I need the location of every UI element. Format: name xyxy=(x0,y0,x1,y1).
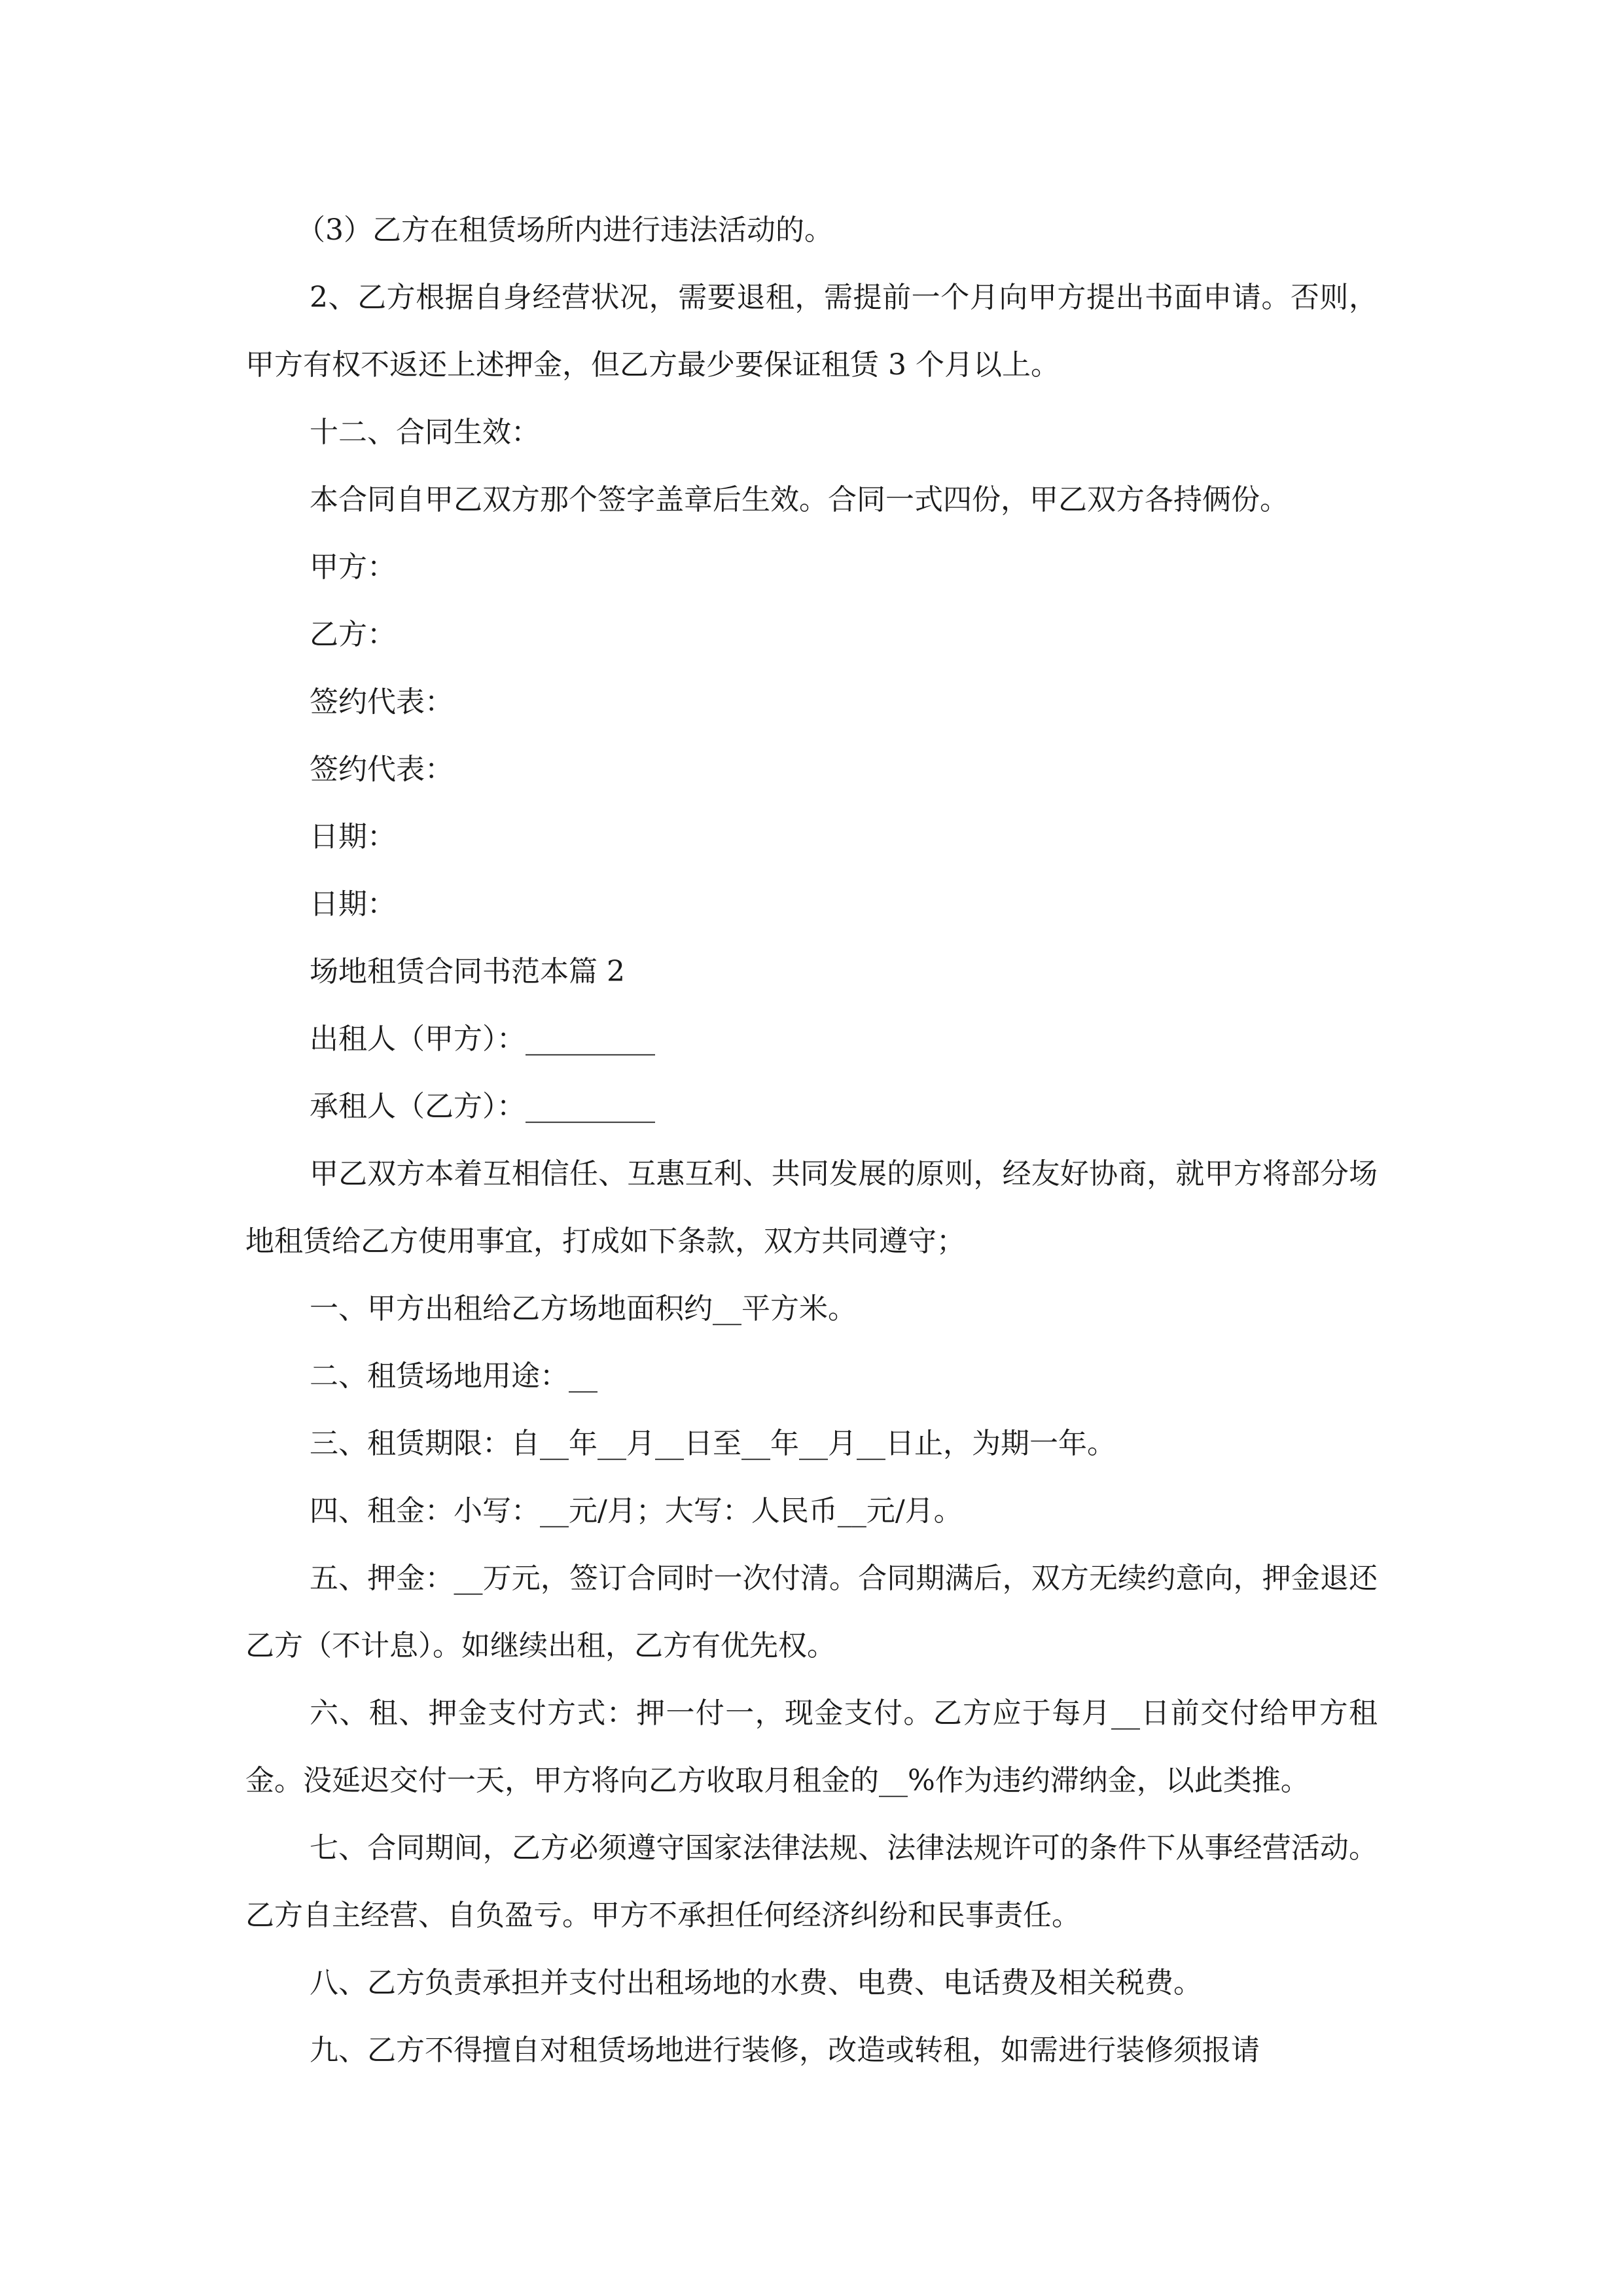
date-b-label: 日期： xyxy=(310,888,396,921)
date-a-label: 日期： xyxy=(310,820,396,853)
document-body xyxy=(245,196,1378,2084)
paragraph-termination-notice: 2、乙方根据自身经营状况，需要退租，需提前一个月向甲方提出书面申请。否则，甲方有权不返还上述押金，但乙方最少要保证租赁 3 个月以上。 xyxy=(245,281,1378,382)
clause-1-area: 一、甲方出租给乙方场地面积约__平方米。 xyxy=(310,1292,857,1325)
signatory-b-label: 签约代表： xyxy=(310,753,454,786)
lessee-line: 承租人（乙方）：_________ xyxy=(310,1090,655,1123)
clause-8-utilities: 八、乙方负责承担并支付出租场地的水费、电费、电话费及相关税费。 xyxy=(310,1966,1202,2000)
clause-7-compliance: 七、合同期间，乙方必须遵守国家法律法规、法律法规许可的条件下从事经营活动。乙方自主经营、自负盈亏。甲方不承担任何经济纠纷和民事责任。 xyxy=(245,1831,1378,1932)
clause-9-renovation: 九、乙方不得擅自对租赁场地进行装修，改造或转租，如需进行装修须报请 xyxy=(310,2034,1260,2067)
clause-6-payment: 六、租、押金支付方式：押一付一，现金支付。乙方应于每月__日前交付给甲方租金。没延迟交付一天，甲方将向乙方收取月租金的__%作为违约滞纳金，以此类推。 xyxy=(245,1696,1378,1797)
signatory-a-label: 签约代表： xyxy=(310,685,454,719)
paragraph-effective-terms: 本合同自甲乙双方那个签字盖章后生效。合同一式四份，甲乙双方各持俩份。 xyxy=(310,483,1289,516)
section-title-template-2: 场地租赁合同书范本篇 2 xyxy=(310,955,625,988)
clause-2-usage: 二、租赁场地用途：__ xyxy=(310,1359,597,1393)
paragraph-preamble: 甲乙双方本着互相信任、互惠互利、共同发展的原则，经友好协商，就甲方将部分场地租赁给乙方使用事宜，打成如下条款，双方共同遵守； xyxy=(245,1157,1378,1258)
party-a-label: 甲方： xyxy=(310,550,396,584)
heading-contract-effective: 十二、合同生效： xyxy=(310,416,540,449)
clause-5-deposit: 五、押金：__万元，签订合同时一次付清。合同期满后，双方无续约意向，押金退还乙方（不计息）。如继续出租，乙方有优先权。 xyxy=(245,1562,1378,1662)
clause-4-rent: 四、租金：小写：__元/月；大写：人民币__元/月。 xyxy=(310,1494,963,1528)
clause-3-term: 三、租赁期限：自__年__月__日至__年__月__日止，为期一年。 xyxy=(310,1427,1116,1460)
lessor-line: 出租人（甲方）：_________ xyxy=(310,1022,655,1056)
party-b-label: 乙方： xyxy=(310,618,396,651)
paragraph-clause-3: （3）乙方在租赁场所内进行违法活动的。 xyxy=(296,213,833,247)
